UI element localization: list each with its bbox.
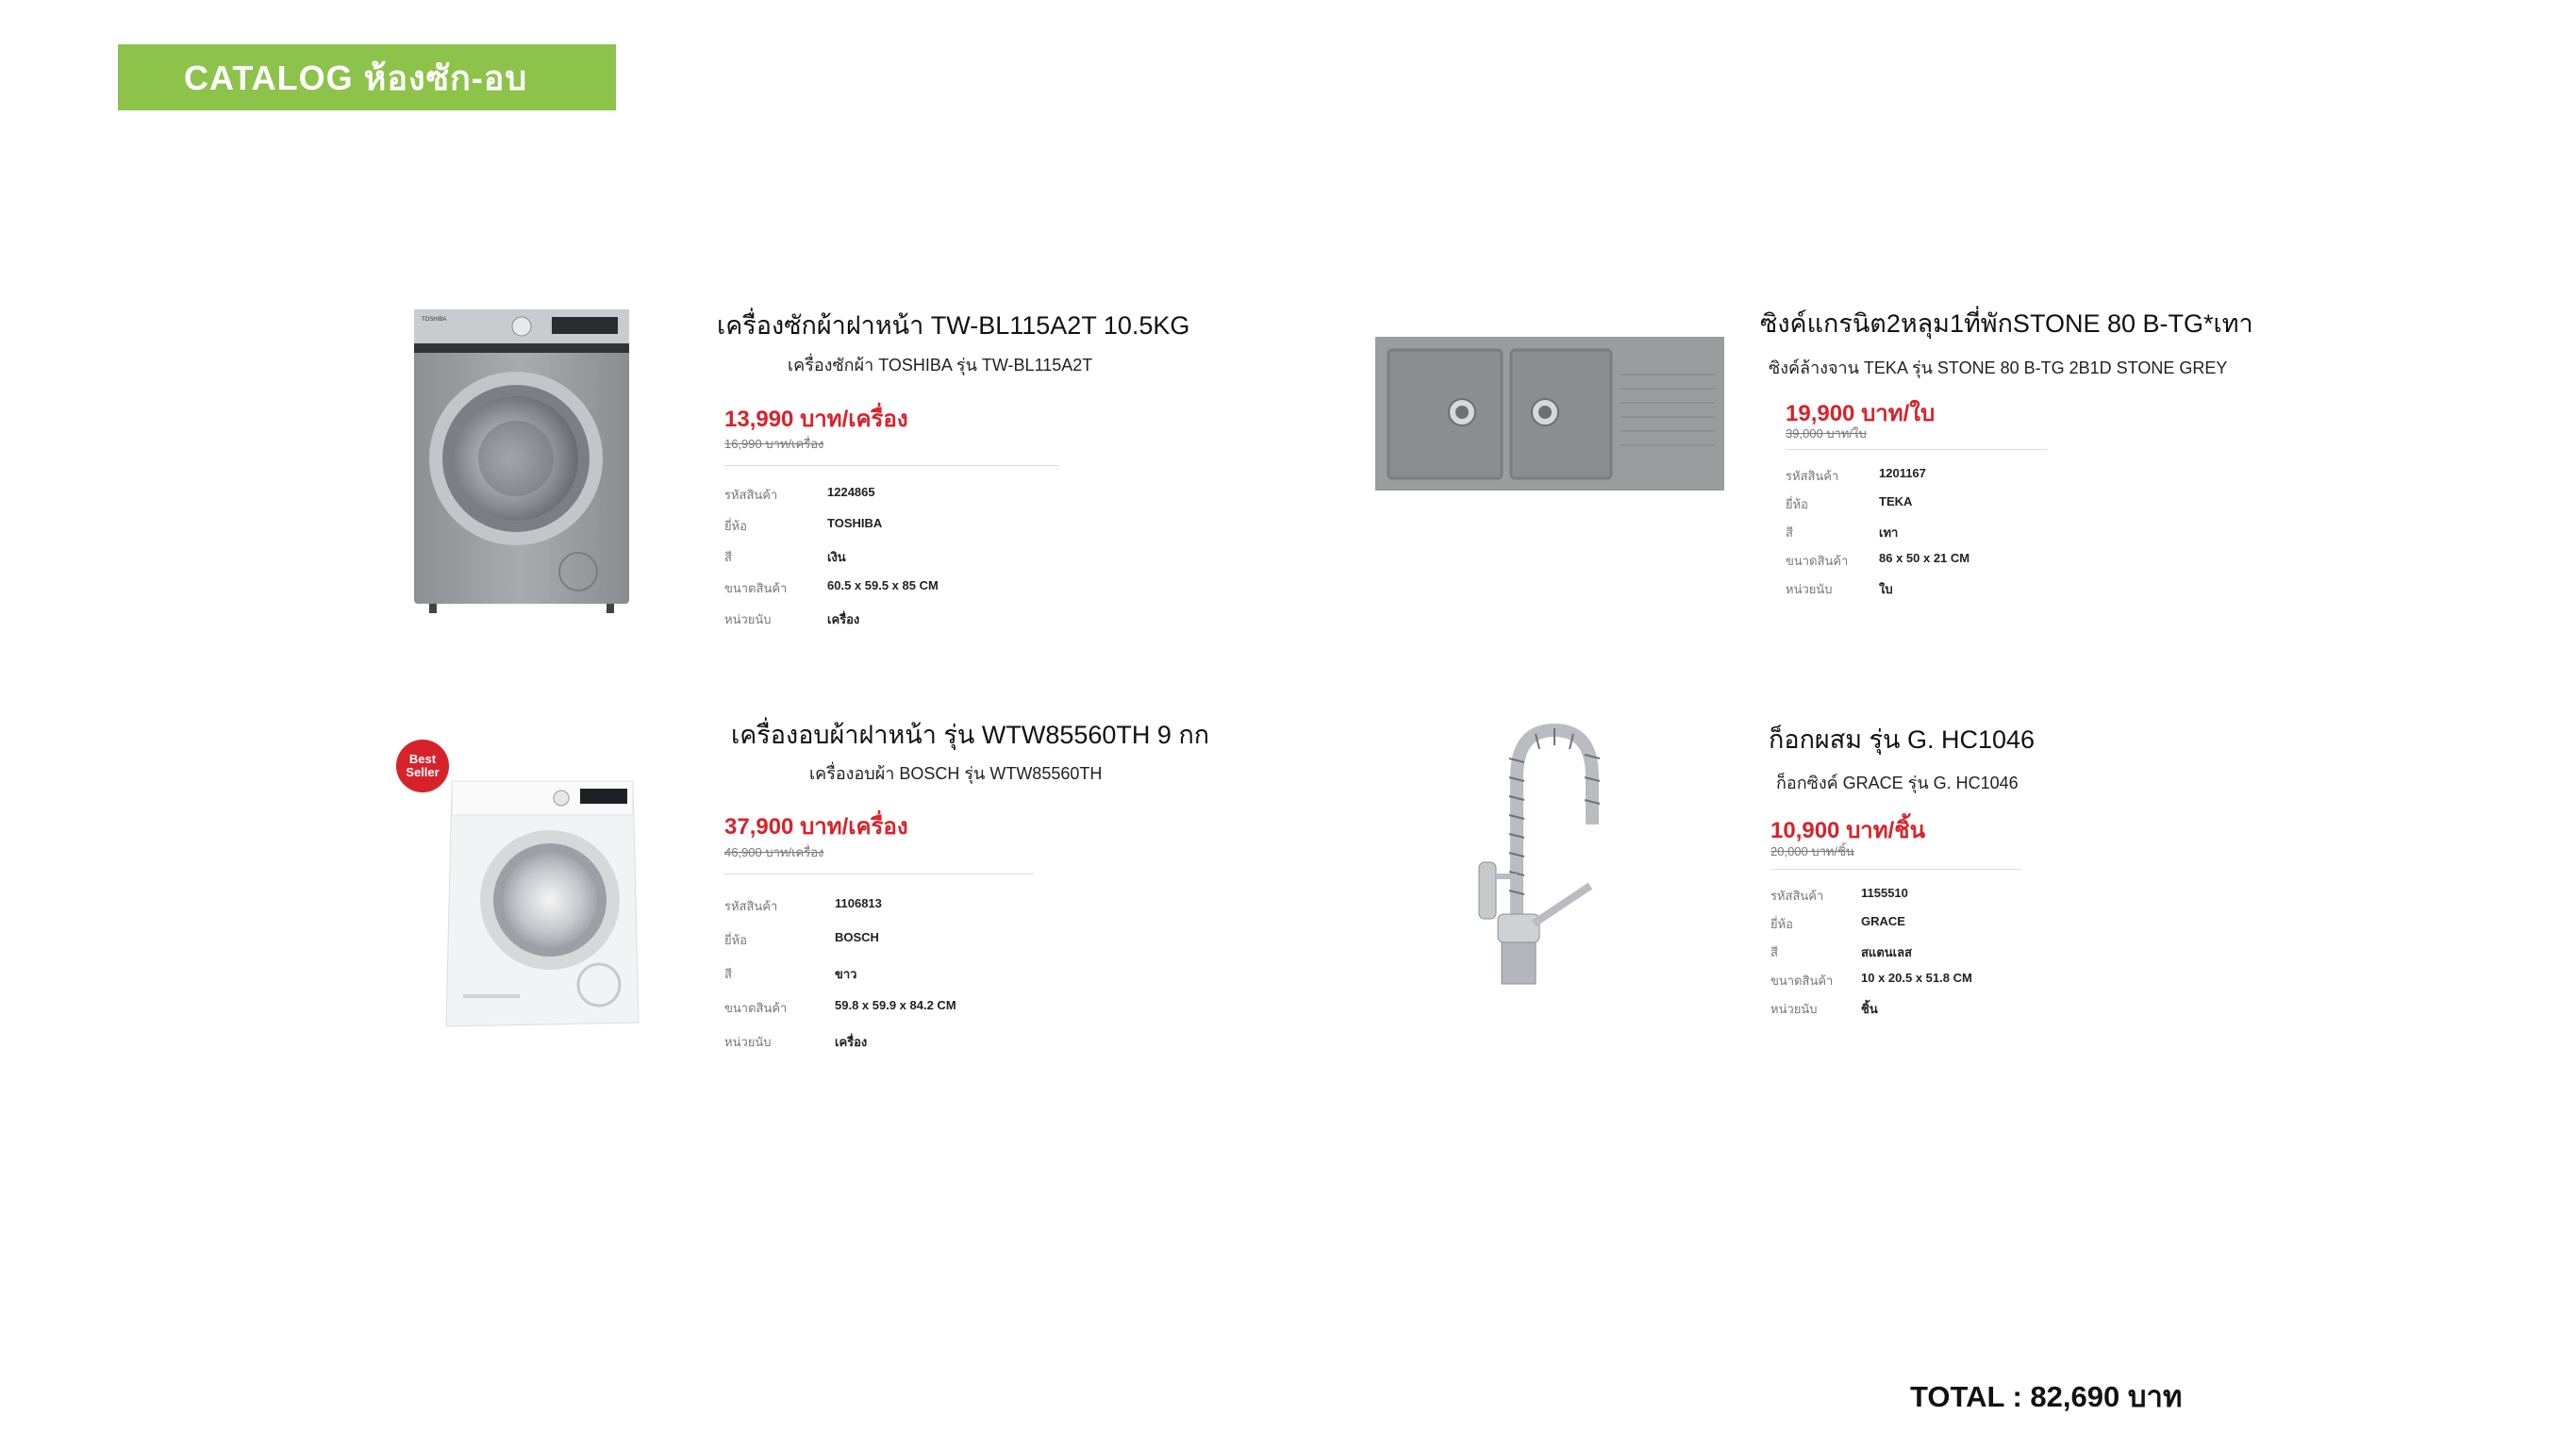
- spec-label: ยี่ห้อ: [724, 933, 747, 947]
- spec-label: รหัสสินค้า: [1786, 469, 1839, 483]
- spec-label: สี: [1770, 945, 1778, 959]
- spec-value: เทา: [1879, 525, 1899, 540]
- spec-value: ชิ้น: [1861, 1002, 1878, 1016]
- washer-image: [410, 308, 637, 615]
- spec-label: สี: [724, 967, 732, 981]
- sink-image: [1375, 337, 1724, 491]
- spec-value: เครื่อง: [835, 1035, 868, 1049]
- spec-label: รหัสสินค้า: [1770, 889, 1824, 903]
- spec-value: 60.5 x 59.5 x 85 CM: [827, 578, 939, 592]
- product-title: เครื่องอบผ้าฝาหน้า รุ่น WTW85560TH 9 กก: [731, 721, 1210, 749]
- divider: [1786, 449, 2047, 450]
- spec-label: รหัสสินค้า: [724, 899, 778, 913]
- spec-label: ยี่ห้อ: [1770, 917, 1793, 931]
- product-price: 10,900 บาท/ชิ้น: [1770, 818, 1925, 843]
- spec-label: หน่วยนับ: [724, 1035, 772, 1049]
- spec-label: หน่วยนับ: [1770, 1002, 1818, 1016]
- spec-label: ยี่ห้อ: [1786, 497, 1808, 511]
- divider: [724, 465, 1059, 466]
- product-subtitle: ซิงค์ล้างจาน TEKA รุ่น STONE 80 B-TG 2B1D STONE GREY: [1769, 358, 2228, 377]
- spec-label: ขนาดสินค้า: [1770, 974, 1834, 988]
- product-old-price: 39,000 บาท/ใบ: [1786, 426, 1867, 441]
- spec-value: ขาว: [835, 967, 857, 981]
- badge-label: Best Seller: [406, 752, 440, 779]
- spec-value: TOSHIBA: [827, 516, 883, 530]
- spec-value: สแตนเลส: [1861, 945, 1912, 959]
- spec-value: เครื่อง: [827, 612, 860, 626]
- total-price: TOTAL : 82,690 บาท: [1910, 1380, 2183, 1413]
- product-subtitle: ก็อกซิงค์ GRACE รุ่น G. HC1046: [1776, 774, 2019, 792]
- product-price: 19,900 บาท/ใบ: [1786, 401, 1936, 426]
- spec-value: GRACE: [1861, 914, 1905, 928]
- dryer-image: [439, 775, 648, 1030]
- spec-value: 86 x 50 x 21 CM: [1879, 551, 1970, 565]
- spec-value: TEKA: [1879, 494, 1913, 508]
- washer-brand-label: TOSHIBA: [422, 317, 447, 323]
- spec-value: 10 x 20.5 x 51.8 CM: [1861, 971, 1972, 985]
- spec-value: BOSCH: [835, 930, 879, 944]
- product-price: 37,900 บาท/เครื่อง: [724, 814, 908, 840]
- spec-value: 1106813: [835, 896, 882, 910]
- product-title: ก็อกผสม รุ่น G. HC1046: [1769, 725, 2036, 754]
- spec-value: เงิน: [827, 550, 846, 564]
- product-old-price: 20,000 บาท/ชิ้น: [1770, 844, 1854, 858]
- product-subtitle: เครื่องอบผ้า BOSCH รุ่น WTW85560TH: [809, 764, 1103, 783]
- spec-label: รหัสสินค้า: [724, 488, 778, 502]
- product-subtitle: เครื่องซักผ้า TOSHIBA รุ่น TW-BL115A2T: [788, 356, 1093, 375]
- spec-value: 59.8 x 59.9 x 84.2 CM: [835, 998, 956, 1012]
- page-title: CATALOG ห้องซัก-อบ: [184, 58, 528, 97]
- product-price: 13,990 บาท/เครื่อง: [724, 407, 908, 432]
- catalog-banner: [118, 44, 616, 110]
- product-title: เครื่องซักผ้าฝาหน้า TW-BL115A2T 10.5KG: [717, 311, 1190, 340]
- spec-value: ใบ: [1879, 582, 1893, 596]
- spec-label: สี: [724, 550, 732, 564]
- spec-value: 1201167: [1879, 466, 1926, 480]
- spec-value: 1155510: [1861, 886, 1908, 900]
- spec-label: ขนาดสินค้า: [724, 1001, 788, 1015]
- spec-label: ขนาดสินค้า: [1786, 554, 1849, 568]
- product-old-price: 16,990 บาท/เครื่อง: [724, 437, 824, 451]
- faucet-image: [1460, 721, 1620, 994]
- spec-label: หน่วยนับ: [724, 612, 772, 626]
- product-title: ซิงค์แกรนิต2หลุม1ที่พักSTONE 80 B-TG*เทา: [1760, 309, 2253, 338]
- spec-value: 1224865: [827, 485, 875, 499]
- spec-label: สี: [1786, 525, 1793, 540]
- divider: [1770, 869, 2021, 870]
- spec-label: หน่วยนับ: [1786, 582, 1833, 596]
- product-old-price: 46,900 บาท/เครื่อง: [724, 845, 824, 859]
- spec-label: ยี่ห้อ: [724, 519, 747, 533]
- spec-label: ขนาดสินค้า: [724, 581, 788, 595]
